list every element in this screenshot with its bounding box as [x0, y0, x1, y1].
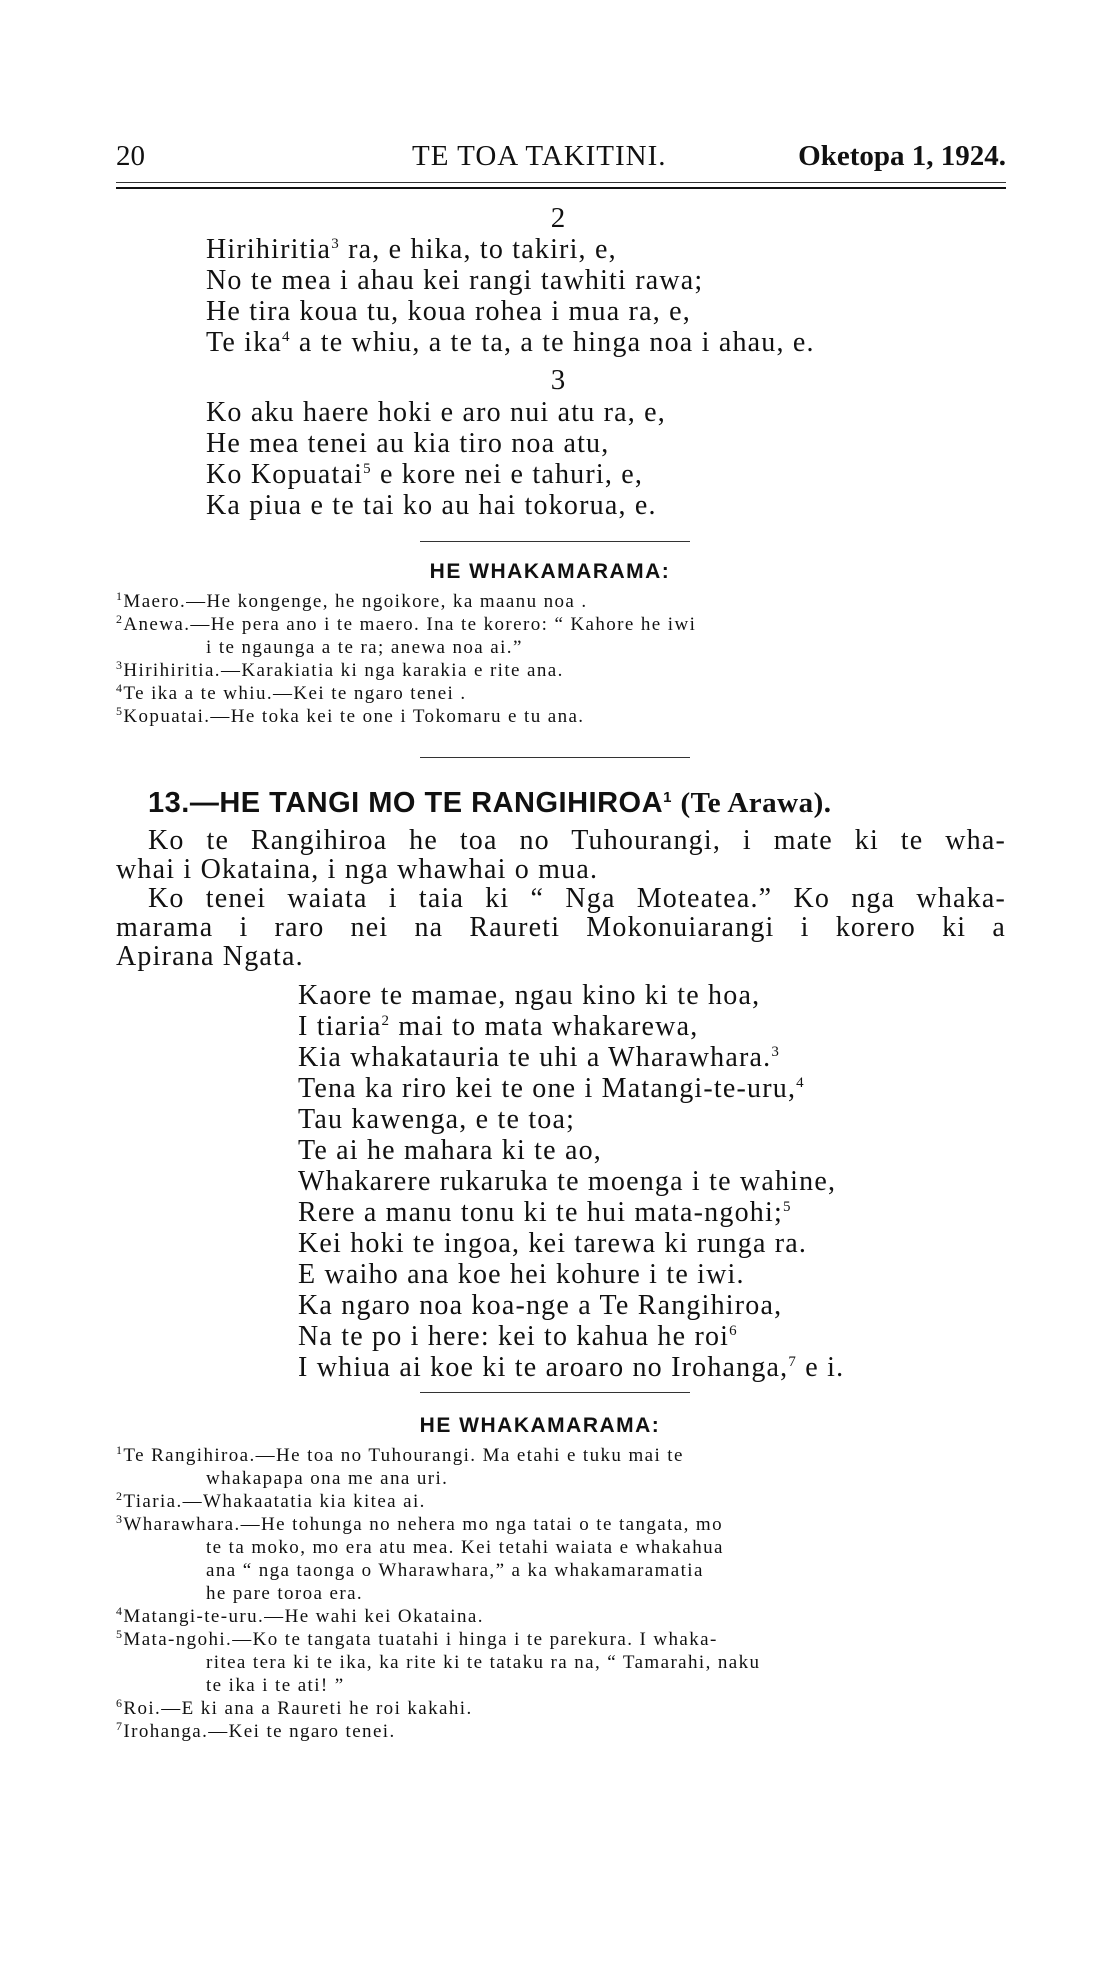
verse-line — [206, 327, 815, 358]
intro-line: whai i Okataina, i nga whawhai o mua. — [116, 854, 599, 885]
footnote-line — [116, 1605, 760, 1628]
verse-text: Kaore te mamae, ngau kino ki te hoa, — [298, 980, 761, 1011]
verse-line — [298, 1197, 844, 1228]
footnote — [116, 613, 696, 659]
footnote-number: 7 — [116, 1719, 124, 1733]
footnotes — [116, 590, 696, 728]
footnote-number: 6 — [116, 1696, 124, 1710]
footnote-number: 1 — [116, 589, 124, 603]
footnote-text: Mata-ngohi.—Ko te tangata tuatahi i hinga i te parekura. I whaka- — [123, 1629, 718, 1650]
footnote-ref: 4 — [281, 329, 291, 345]
stanza-number: 2 — [550, 202, 566, 234]
page-number: 20 — [116, 140, 145, 172]
verse-text: Kia whakatauria te uhi a Wharawhara. — [298, 1042, 772, 1073]
verse-text: Rere a manu tonu ki te hui mata-ngohi; — [298, 1197, 783, 1228]
verse-text: e i. — [797, 1352, 845, 1383]
footnote-line — [116, 659, 696, 682]
footnote-text: te ta moko, mo era atu mea. Kei tetahi waiata e whakahua — [206, 1537, 724, 1558]
footnote-text: Irohanga.—Kei te ngaro tenei. — [123, 1721, 396, 1742]
issue-date: Oketopa 1, 1924. — [798, 140, 1006, 172]
footnote-line — [116, 1513, 760, 1536]
verse-stanza-3 — [206, 397, 666, 521]
verse-text: Na te po i here: kei to kahua he roi — [298, 1321, 730, 1352]
footnote-line — [116, 1628, 760, 1651]
running-header — [116, 140, 1006, 180]
verse-text: I tiaria — [298, 1011, 382, 1042]
footnote-line — [116, 1467, 760, 1490]
footnote-line — [116, 1536, 760, 1559]
verse-text: Ko aku haere hoki e aro nui atu ra, e, — [206, 397, 666, 428]
footnote-number: 2 — [116, 1489, 124, 1503]
verse-text: Te ai he mahara ki te ao, — [298, 1135, 603, 1166]
song-title-tribe: (Te Arawa). — [680, 787, 832, 819]
footnote-text: Te ika a te whiu.—Kei te ngaro tenei . — [123, 683, 467, 704]
footnote-line — [116, 1490, 760, 1513]
footnote-text: Kopuatai.—He toka kei te one i Tokomaru e tu ana. — [123, 706, 585, 727]
footnote-text: i te ngaunga a te ra; anewa noa ai.” — [206, 637, 523, 658]
footnote-ref: 3 — [331, 236, 340, 252]
footnote-line — [116, 613, 696, 636]
verse-line — [206, 296, 815, 327]
notes-heading: HE WHAKAMARAMA: — [429, 560, 671, 583]
footnote-text: Te Rangihiroa.—He toa no Tuhourangi. Ma etahi e tuku mai te — [123, 1445, 684, 1466]
verse-line — [298, 1073, 844, 1104]
verse-text: He mea tenei au kia tiro noa atu, — [206, 428, 610, 459]
verse-line — [298, 1290, 844, 1321]
footnote-text: Tiaria.—Whakaatatia kia kitea ai. — [123, 1491, 426, 1512]
footnote-number: 1 — [116, 1443, 124, 1457]
verse-line — [298, 1135, 844, 1166]
song-title — [148, 787, 832, 820]
footnote — [116, 1605, 760, 1628]
verse-text: Ka piua e te tai ko au hai tokorua, e. — [206, 490, 657, 521]
footnote — [116, 659, 696, 682]
section-divider — [420, 1392, 690, 1393]
footnote-line — [116, 1674, 760, 1697]
verse-text: Hirihiritia — [206, 234, 332, 265]
verse-text: Kei hoki te ingoa, kei tarewa ki runga ra. — [298, 1228, 808, 1259]
footnote — [116, 705, 696, 728]
verse-stanza-2 — [206, 234, 815, 358]
footnote-number: 4 — [116, 1604, 124, 1618]
section-divider — [420, 757, 690, 758]
footnote-line — [116, 1697, 760, 1720]
verse-text: Ka ngaro noa koa-nge a Te Rangihiroa, — [298, 1290, 783, 1321]
footnote-ref: 3 — [771, 1044, 781, 1060]
intro-paragraph — [116, 826, 1006, 971]
footnote-text: Anewa.—He pera ano i te maero. Ina te korero: “ Kahore he iwi — [123, 614, 697, 635]
intro-line: Ko te Rangihiroa he toa no Tuhourangi, i mate ki te wha- — [148, 825, 1006, 856]
footnote — [116, 1697, 760, 1720]
verse-line — [206, 428, 666, 459]
header-rule — [116, 182, 1006, 189]
verse-line — [298, 1352, 844, 1383]
verse-line — [298, 1166, 844, 1197]
verse-text: e kore nei e tahuri, e, — [371, 459, 644, 490]
verse-line — [206, 265, 815, 296]
footnote — [116, 1628, 760, 1697]
title-footnote-ref: 1 — [663, 789, 672, 806]
footnote — [116, 590, 696, 613]
footnote-line — [116, 1559, 760, 1582]
footnote-text: te ika i te ati! ” — [206, 1675, 345, 1696]
footnote-text: ana “ nga taonga o Wharawhara,” a ka whakamaramatia — [206, 1560, 704, 1581]
footnote-text: Wharawhara.—He tohunga no nehera mo nga tatai o te tangata, mo — [123, 1514, 724, 1535]
verse-text: ra, e hika, to takiri, e, — [339, 234, 617, 265]
verse-line — [298, 1104, 844, 1135]
verse-line — [206, 234, 815, 265]
verse-line — [298, 1228, 844, 1259]
footnote-text: Hirihiritia.—Karakiatia ki nga karakia e rite ana. — [123, 660, 564, 681]
verse-text: a te whiu, a te ta, a te hinga noa i ahau, e. — [290, 327, 815, 358]
footnote-line — [116, 590, 696, 613]
lament-verse — [298, 980, 844, 1383]
footnote-ref: 4 — [796, 1075, 805, 1091]
footnote — [116, 1720, 760, 1743]
verse-text: Ko Kopuatai — [206, 459, 364, 490]
footnote-number: 5 — [116, 704, 124, 718]
footnote — [116, 1513, 760, 1605]
footnote-line — [116, 636, 696, 659]
notes-heading: HE WHAKAMARAMA: — [419, 1414, 661, 1437]
verse-line — [298, 1011, 844, 1042]
footnote-line — [116, 705, 696, 728]
footnote-line — [116, 1582, 760, 1605]
footnote-ref: 6 — [729, 1323, 738, 1339]
footnote-line — [116, 1444, 760, 1467]
verse-line — [206, 397, 666, 428]
verse-text: I whiua ai koe ki te aroaro no Irohanga, — [298, 1352, 789, 1383]
verse-text: E waiho ana koe hei kohure i te iwi. — [298, 1259, 745, 1290]
footnote-ref: 2 — [381, 1013, 391, 1029]
footnote-ref: 7 — [788, 1354, 798, 1370]
stanza-number: 3 — [550, 364, 566, 396]
footnote-line — [116, 682, 696, 705]
footnote-text: Roi.—E ki ana a Raureti he roi kakahi. — [123, 1698, 473, 1719]
verse-line — [206, 459, 666, 490]
verse-line — [298, 1259, 844, 1290]
verse-text: Whakarere rukaruka te moenga i te wahine, — [298, 1166, 837, 1197]
intro-line: Ko tenei waiata i taia ki “ Nga Moteatea.” Ko nga whaka- — [148, 883, 1006, 914]
footnote-number: 3 — [116, 658, 124, 672]
verse-text: No te mea i ahau kei rangi tawhiti rawa; — [206, 265, 704, 296]
footnote-line — [116, 1720, 760, 1743]
footnote-line — [116, 1651, 760, 1674]
verse-text: Tena ka riro kei te one i Matangi-te-uru, — [298, 1073, 797, 1104]
verse-text: Te ika — [206, 327, 282, 358]
footnote — [116, 1490, 760, 1513]
verse-text: Tau kawenga, e te toa; — [298, 1104, 576, 1135]
verse-text: mai to mata whakarewa, — [390, 1011, 699, 1042]
footnote-number: 3 — [116, 1512, 124, 1526]
footnote — [116, 1444, 760, 1490]
footnote-text: Matangi-te-uru.—He wahi kei Okataina. — [123, 1606, 484, 1627]
footnote-text: he pare toroa era. — [206, 1583, 364, 1604]
section-divider — [420, 541, 690, 542]
song-title-main: 13.—HE TANGI MO TE RANGIHIROA — [148, 787, 664, 819]
footnote-text: whakapapa ona me ana uri. — [206, 1468, 449, 1489]
footnote-ref: 5 — [782, 1199, 792, 1215]
footnote-number: 2 — [116, 612, 124, 626]
verse-text: He tira koua tu, koua rohea i mua ra, e, — [206, 296, 691, 327]
footnotes — [116, 1444, 760, 1743]
verse-line — [206, 490, 666, 521]
publication-title: TE TOA TAKITINI. — [412, 140, 667, 172]
verse-line — [298, 1321, 844, 1352]
intro-line: Apirana Ngata. — [116, 941, 304, 972]
footnote-number: 5 — [116, 1627, 124, 1641]
verse-line — [298, 980, 844, 1011]
verse-line — [298, 1042, 844, 1073]
footnote-text: Maero.—He kongenge, he ngoikore, ka maanu noa . — [123, 591, 588, 612]
footnote-number: 4 — [116, 681, 124, 695]
footnote — [116, 682, 696, 705]
footnote-text: ritea tera ki te ika, ka rite ki te tataku ra na, “ Tamarahi, naku — [206, 1652, 761, 1673]
footnote-ref: 5 — [363, 461, 372, 477]
intro-line: marama i raro nei na Raureti Mokonuiarangi i korero ki a — [116, 912, 1006, 943]
